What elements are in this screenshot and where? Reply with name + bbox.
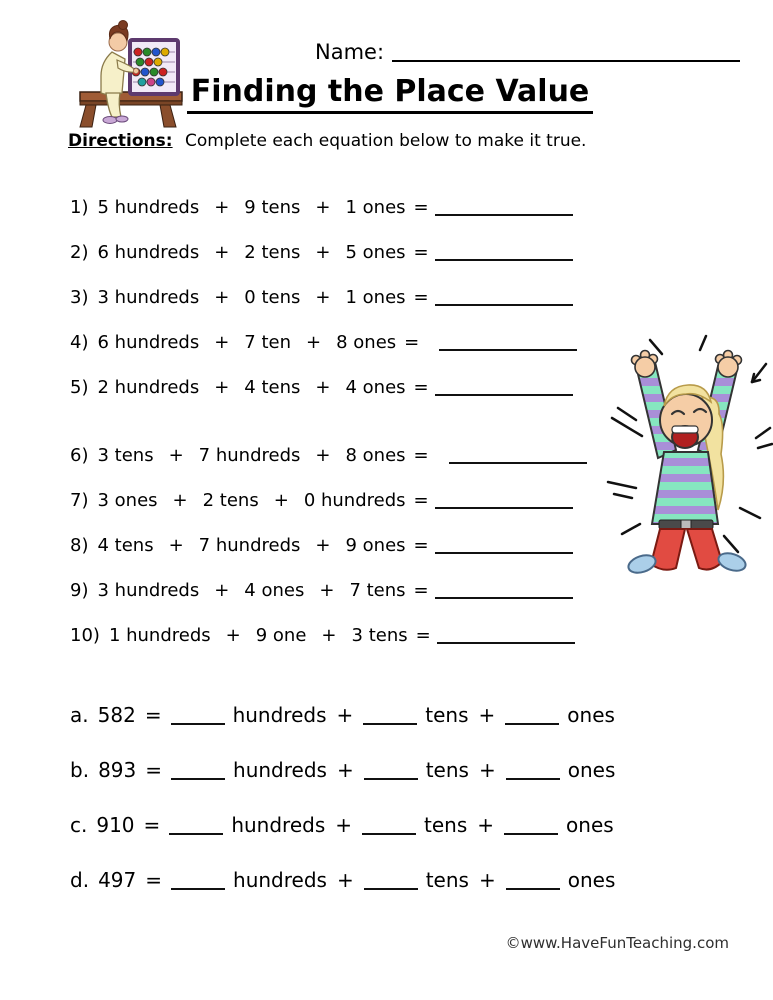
plus-sign: + (315, 197, 331, 218)
hundreds-blank[interactable] (171, 887, 225, 890)
term-3: 3 tens (351, 625, 408, 646)
tens-blank[interactable] (363, 722, 417, 725)
plus-sign: + (172, 490, 188, 511)
unit-tens: tens (425, 758, 469, 782)
plus-sign: + (336, 703, 354, 727)
term-3: 9 ones (345, 535, 406, 556)
answer-blank[interactable] (435, 596, 573, 599)
answer-blank[interactable] (449, 461, 587, 464)
plus-sign: + (315, 535, 331, 556)
plus-sign: + (478, 703, 496, 727)
directions (68, 131, 586, 151)
plus-sign: + (214, 197, 230, 218)
number-value: 497 (98, 868, 137, 892)
term-2: 9 tens (244, 197, 301, 218)
plus-sign: + (315, 287, 331, 308)
answer-blank[interactable] (435, 393, 573, 396)
problem-number: 2) (70, 242, 89, 263)
term-2: 0 tens (244, 287, 301, 308)
term-3: 8 ones (336, 332, 397, 353)
term-2: 7 hundreds (198, 535, 301, 556)
equals-sign: = (404, 332, 420, 353)
equals-sign: = (413, 287, 429, 308)
answer-blank[interactable] (435, 551, 573, 554)
term-1: 1 hundreds (108, 625, 211, 646)
plus-sign: + (336, 758, 354, 782)
term-2: 4 ones (244, 580, 305, 601)
unit-hundreds: hundreds (231, 813, 326, 837)
cheering-child-clipart-icon (606, 322, 773, 580)
plus-sign: + (214, 287, 230, 308)
tens-blank[interactable] (362, 832, 416, 835)
unit-hundreds: hundreds (232, 703, 327, 727)
name-row (315, 40, 740, 64)
unit-hundreds: hundreds (233, 758, 327, 782)
plus-sign: + (319, 580, 335, 601)
ones-blank[interactable] (506, 887, 560, 890)
problem-row-5 (70, 377, 587, 402)
plus-sign: + (214, 377, 230, 398)
copyright-text: ©www.HaveFunTeaching.com (505, 934, 729, 952)
name-input-line[interactable] (392, 59, 740, 62)
problem-row-2 (70, 242, 587, 267)
ones-blank[interactable] (504, 832, 558, 835)
equals-sign: = (415, 625, 431, 646)
problem-number: 3) (70, 287, 89, 308)
plus-sign: + (321, 625, 337, 646)
unit-tens: tens (424, 813, 468, 837)
problem-letter: a. (70, 703, 89, 727)
unit-hundreds: hundreds (233, 868, 327, 892)
term-1: 4 tens (97, 535, 154, 556)
plus-sign: + (315, 377, 331, 398)
equals-sign: = (145, 868, 163, 892)
ones-blank[interactable] (506, 777, 560, 780)
expansion-list (70, 703, 615, 923)
answer-blank[interactable] (435, 303, 573, 306)
problem-list (70, 197, 587, 670)
term-2: 2 tens (202, 490, 259, 511)
plus-sign: + (315, 242, 331, 263)
plus-sign: + (306, 332, 322, 353)
term-3: 7 tens (349, 580, 406, 601)
hundreds-blank[interactable] (169, 832, 223, 835)
term-1: 6 hundreds (97, 242, 200, 263)
term-1: 3 hundreds (97, 287, 200, 308)
plus-sign: + (478, 758, 496, 782)
plus-sign: + (477, 813, 495, 837)
term-3: 0 hundreds (303, 490, 406, 511)
term-2: 7 hundreds (198, 445, 301, 466)
page-title: Finding the Place Value (187, 74, 594, 114)
woman-abacus-clipart-icon (72, 12, 197, 130)
term-3: 1 ones (345, 287, 406, 308)
number-value: 582 (97, 703, 136, 727)
plus-sign: + (315, 445, 331, 466)
ones-blank[interactable] (505, 722, 559, 725)
plus-sign: + (336, 868, 354, 892)
expansion-row-d (70, 868, 615, 896)
title-wrap (110, 74, 670, 109)
expansion-row-c (70, 813, 615, 841)
answer-blank[interactable] (435, 258, 573, 261)
term-2: 9 one (255, 625, 307, 646)
problem-number: 10) (70, 625, 100, 646)
term-3: 8 ones (345, 445, 406, 466)
tens-blank[interactable] (364, 887, 418, 890)
problem-number: 1) (70, 197, 89, 218)
equals-sign: = (145, 758, 163, 782)
tens-blank[interactable] (364, 777, 418, 780)
term-1: 5 hundreds (97, 197, 200, 218)
problem-number: 5) (70, 377, 89, 398)
problem-letter: b. (70, 758, 90, 782)
directions-label: Directions: (68, 131, 173, 151)
equals-sign: = (144, 703, 162, 727)
equals-sign: = (413, 242, 429, 263)
equals-sign: = (413, 490, 429, 511)
term-1: 3 ones (97, 490, 158, 511)
problem-row-9 (70, 580, 587, 605)
equals-sign: = (413, 535, 429, 556)
term-2: 2 tens (244, 242, 301, 263)
problem-number: 9) (70, 580, 89, 601)
plus-sign: + (168, 535, 184, 556)
answer-blank[interactable] (435, 213, 573, 216)
problem-row-7 (70, 490, 587, 515)
directions-text: Complete each equation below to make it true. (185, 131, 587, 151)
term-1: 6 hundreds (97, 332, 200, 353)
equals-sign: = (413, 445, 429, 466)
hundreds-blank[interactable] (171, 722, 225, 725)
problem-letter: d. (70, 868, 90, 892)
plus-sign: + (214, 332, 230, 353)
answer-blank[interactable] (435, 506, 573, 509)
term-2: 4 tens (244, 377, 301, 398)
number-value: 893 (98, 758, 137, 782)
equals-sign: = (413, 197, 429, 218)
problem-row-4 (70, 332, 587, 357)
term-3: 1 ones (345, 197, 406, 218)
problem-number: 4) (70, 332, 89, 353)
problem-letter: c. (70, 813, 88, 837)
plus-sign: + (168, 445, 184, 466)
term-2: 7 ten (244, 332, 292, 353)
expansion-row-a (70, 703, 615, 731)
unit-ones: ones (567, 868, 616, 892)
equals-sign: = (143, 813, 161, 837)
plus-sign: + (273, 490, 289, 511)
problem-row-6 (70, 445, 587, 470)
equals-sign: = (413, 580, 429, 601)
plus-sign: + (214, 242, 230, 263)
answer-blank[interactable] (437, 641, 575, 644)
term-1: 3 hundreds (97, 580, 200, 601)
name-label: Name: (315, 40, 385, 64)
problem-number: 6) (70, 445, 89, 466)
problem-row-3 (70, 287, 587, 312)
plus-sign: + (478, 868, 496, 892)
unit-ones: ones (567, 703, 615, 727)
problem-row-10 (70, 625, 587, 650)
expansion-row-b (70, 758, 615, 786)
equals-sign: = (413, 377, 429, 398)
problem-row-1 (70, 197, 587, 222)
unit-ones: ones (567, 758, 616, 782)
hundreds-blank[interactable] (171, 777, 225, 780)
problem-number: 8) (70, 535, 89, 556)
unit-tens: tens (425, 868, 469, 892)
unit-ones: ones (566, 813, 614, 837)
term-1: 2 hundreds (97, 377, 200, 398)
term-1: 3 tens (97, 445, 154, 466)
number-value: 910 (96, 813, 135, 837)
plus-sign: + (225, 625, 241, 646)
problem-row-8 (70, 535, 587, 560)
plus-sign: + (335, 813, 353, 837)
plus-sign: + (214, 580, 230, 601)
answer-blank[interactable] (439, 348, 577, 351)
term-3: 4 ones (345, 377, 406, 398)
unit-tens: tens (425, 703, 469, 727)
term-3: 5 ones (345, 242, 406, 263)
problem-number: 7) (70, 490, 89, 511)
